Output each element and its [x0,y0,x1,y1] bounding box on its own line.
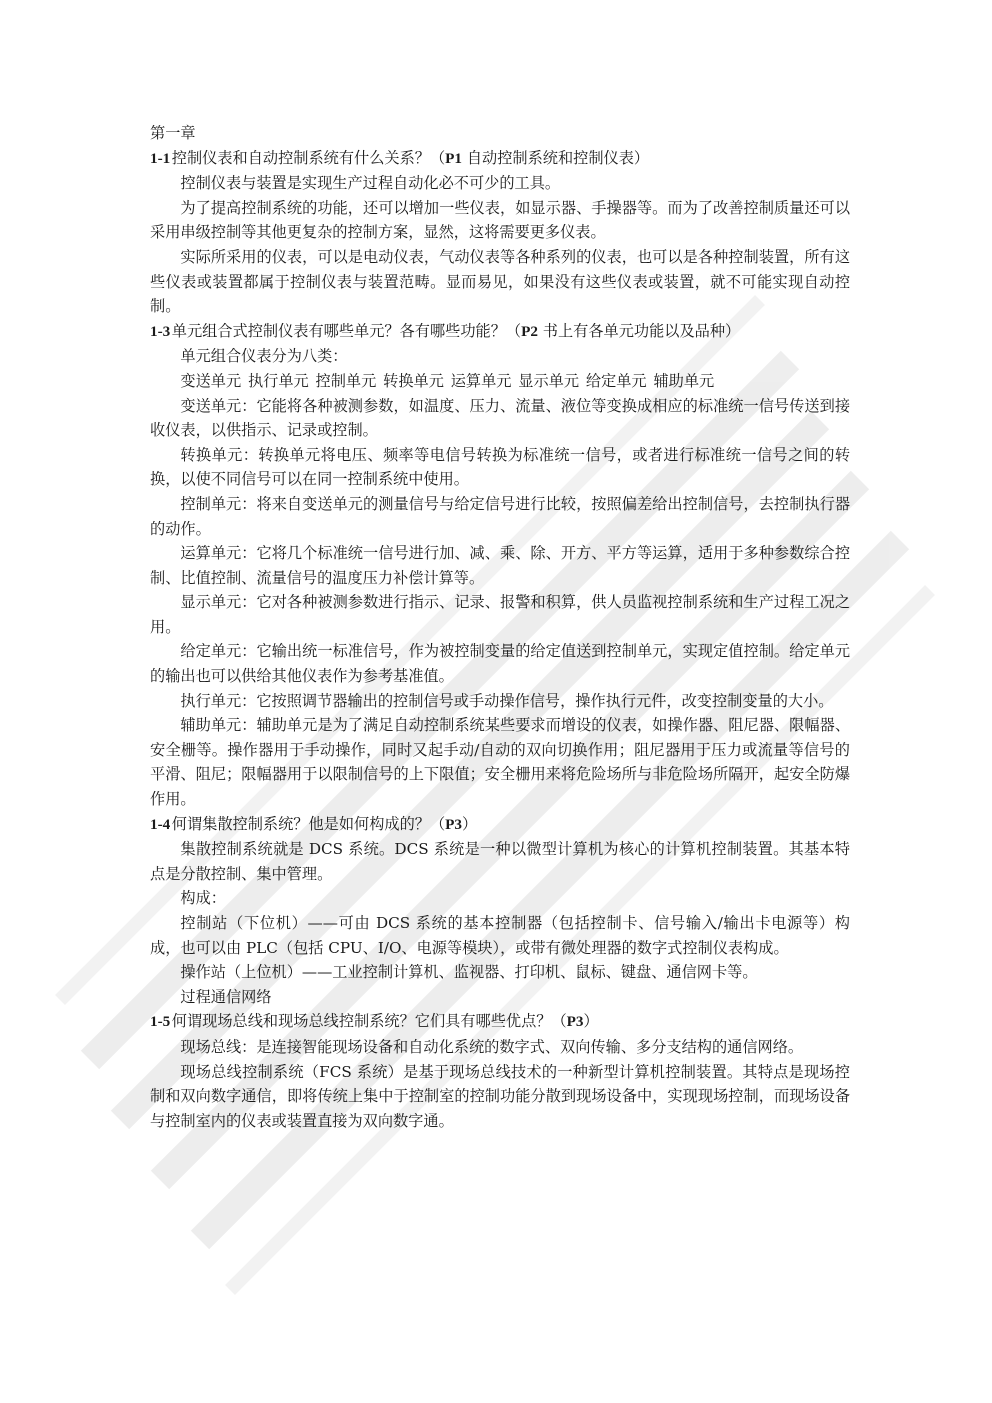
question-number: 1-5 [150,1013,171,1031]
answer-paragraph: 过程通信网络 [180,987,272,1006]
unit-name: 执行单元 [247,371,309,390]
reference-note: 自动控制系统和控制仪表） [462,148,650,167]
question-number: 1-1 [150,149,171,167]
reference-note: ） [583,1012,599,1031]
page-reference: P3 [445,815,463,833]
answer-paragraph: 操作站（上位机）——工业控制计算机、监视器、打印机、鼠标、键盘、通信网卡等。 [180,963,758,982]
document-body [150,121,850,1133]
answer-paragraph: 集散控制系统就是 DCS 系统。DCS 系统是一种以微型计算机为核心的计算机控制装置。其基本特点是分散控制、集中管理。 [150,840,850,883]
answer-paragraph: 执行单元：它按照调节器输出的控制信号或手动操作信号，操作执行元件，改变控制变量的大小。 [180,691,834,710]
answer-paragraph: 运算单元：它将几个标准统一信号进行加、减、乘、除、开方、平方等运算，适用于多种参数综合控制、比值控制、流量信号的温度压力补偿计算等。 [150,544,850,587]
page-reference: P3 [566,1013,584,1031]
answer-paragraph: 为了提高控制系统的功能，还可以增加一些仪表，如显示器、手操器等。而为了改善控制质量还可以采用串级控制等其他更复杂的控制方案，显然，这将需要更多仪表。 [150,198,850,242]
answer-paragraph: 控制站（下位机）——可由 DCS 系统的基本控制器（包括控制卡、信号输入/输出卡电源等）构成，也可以由 PLC（包括 CPU、I/O、电源等模块），或带有微处理器的数字式控制仪表构成。 [150,914,850,957]
answer-paragraph: 现场总线：是连接智能现场设备和自动化系统的数字式、双向传输、多分支结构的通信网络。 [180,1037,804,1056]
question-text: 何谓集散控制系统？他是如何构成的？（ [171,814,446,833]
unit-name: 运算单元 [450,371,512,390]
unit-list [150,369,850,394]
answer-paragraph: 给定单元：它输出统一标准信号，作为被控制变量的给定值送到控制单元，实现定值控制。给定单元的输出也可以供给其他仪表作为参考基准值。 [150,642,850,686]
answer-paragraph: 实际所采用的仪表，可以是电动仪表，气动仪表等各种系列的仪表，也可以是各种控制装置，所有这些仪表或装置都属于控制仪表与装置范畴。显而易见，如果没有这些仪表或装置，就不可能实现自动控制。 [150,247,850,316]
unit-name: 辅助单元 [653,371,715,390]
answer-paragraph: 转换单元：转换单元将电压、频率等电信号转换为标准统一信号，或者进行标准统一信号之间的转换，以使不同信号可以在同一控制系统中使用。 [150,445,850,489]
question-number: 1-3 [150,322,171,340]
answer-paragraph: 构成： [180,889,226,908]
unit-name: 变送单元 [180,371,242,390]
answer-paragraph: 辅助单元：辅助单元是为了满足自动控制系统某些要求而增设的仪表，如操作器、阻尼器、限幅器、安全栅等。操作器用于手动操作，同时又起手动/自动的双向切换作用；阻尼器用于压力或流量等信号的平滑、阻尼；限幅器用于以限制信号的上下限值；安全栅用来将危险场所与非危险场所隔开，起安全防爆作用。 [150,716,850,809]
question-number: 1-4 [150,815,171,833]
page-reference: P1 [445,149,463,167]
chapter-title: 第一章 [150,124,196,142]
answer-paragraph: 控制仪表与装置是实现生产过程自动化必不可少的工具。 [180,174,561,193]
answer-paragraph: 现场总线控制系统（FCS 系统）是基于现场总线技术的一种新型计算机控制装置。其特点是现场控制和双向数字通信，即将传统上集中于控制室的控制功能分散到现场设备中，实现现场控制，而现场设备与控制室内的仪表或装置直接为双向数字通。 [150,1062,850,1130]
question-heading [150,146,850,172]
unit-name: 显示单元 [518,371,580,390]
question-text: 单元组合式控制仪表有哪些单元？各有哪些功能？（ [171,321,522,340]
answer-paragraph: 变送单元：它能将各种被测参数，如温度、压力、流量、液位等变换成相应的标准统一信号传送到接收仪表，以供指示、记录或控制。 [150,396,850,440]
page-reference: P2 [521,322,538,340]
question-heading [150,1009,850,1035]
reference-note: 书上有各单元功能以及品种） [537,321,741,340]
answer-intro: 单元组合仪表分为八类： [180,347,348,366]
question-heading [150,812,850,838]
reference-note: ） [462,814,478,833]
unit-name: 给定单元 [585,371,647,390]
question-text: 何谓现场总线和现场总线控制系统？它们具有哪些优点？（ [171,1012,567,1031]
answer-paragraph: 显示单元：它对各种被测参数进行指示、记录、报警和积算，供人员监视控制系统和生产过程工况之用。 [150,593,850,636]
question-text: 控制仪表和自动控制系统有什么关系？（ [171,148,446,167]
answer-paragraph: 控制单元：将来自变送单元的测量信号与给定信号进行比较，按照偏差给出控制信号，去控制执行器的动作。 [150,494,850,538]
unit-name: 转换单元 [383,371,444,390]
question-heading [150,319,850,345]
unit-name: 控制单元 [315,371,377,390]
